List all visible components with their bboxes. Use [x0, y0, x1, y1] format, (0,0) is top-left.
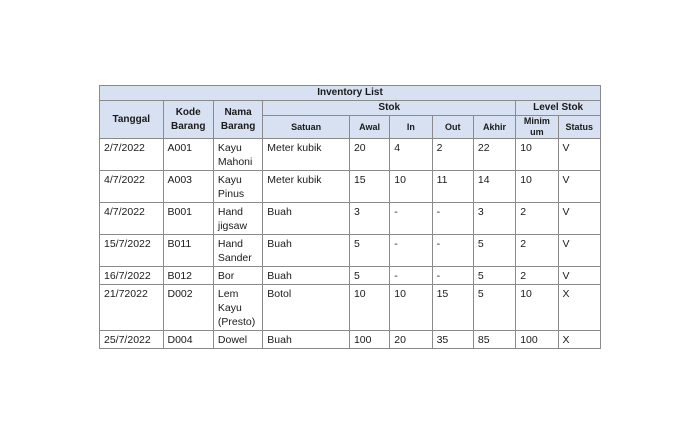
cell-tanggal: 21/72022 — [100, 285, 164, 331]
cell-out: - — [432, 235, 473, 267]
cell-akhir: 5 — [473, 267, 515, 285]
cell-kode: D002 — [163, 285, 213, 331]
cell-satuan: Botol — [263, 285, 350, 331]
table-row — [100, 267, 601, 285]
cell-nama: Lem Kayu (Presto) — [213, 285, 262, 331]
cell-akhir: 5 — [473, 235, 515, 267]
table-row — [100, 331, 601, 349]
cell-kode: A001 — [163, 139, 213, 171]
cell-tanggal: 16/7/2022 — [100, 267, 164, 285]
cell-minimum: 10 — [516, 285, 558, 331]
header-status: Status — [558, 116, 600, 139]
header-minimum: Minim um — [516, 116, 558, 139]
cell-nama: Dowel — [213, 331, 262, 349]
cell-awal: 10 — [349, 285, 389, 331]
cell-nama: Kayu Pinus — [213, 171, 262, 203]
cell-in: - — [390, 203, 432, 235]
cell-status: X — [558, 331, 600, 349]
cell-kode: B011 — [163, 235, 213, 267]
cell-awal: 20 — [349, 139, 389, 171]
cell-status: V — [558, 235, 600, 267]
cell-tanggal: 25/7/2022 — [100, 331, 164, 349]
cell-nama: Bor — [213, 267, 262, 285]
cell-minimum: 100 — [516, 331, 558, 349]
cell-kode: D004 — [163, 331, 213, 349]
header-in: In — [390, 116, 432, 139]
cell-status: V — [558, 171, 600, 203]
header-kode-barang: Kode Barang — [163, 101, 213, 139]
cell-out: 15 — [432, 285, 473, 331]
cell-tanggal: 4/7/2022 — [100, 171, 164, 203]
header-nama-barang: Nama Barang — [213, 101, 262, 139]
table-row — [100, 285, 601, 331]
cell-tanggal: 15/7/2022 — [100, 235, 164, 267]
cell-tanggal: 4/7/2022 — [100, 203, 164, 235]
cell-awal: 3 — [349, 203, 389, 235]
table-row — [100, 139, 601, 171]
cell-minimum: 10 — [516, 171, 558, 203]
cell-satuan: Buah — [263, 331, 350, 349]
cell-tanggal: 2/7/2022 — [100, 139, 164, 171]
cell-status: V — [558, 203, 600, 235]
cell-in: - — [390, 235, 432, 267]
cell-status: V — [558, 267, 600, 285]
table-row — [100, 171, 601, 203]
cell-out: - — [432, 203, 473, 235]
header-akhir: Akhir — [473, 116, 515, 139]
cell-nama: Kayu Mahoni — [213, 139, 262, 171]
cell-kode: B012 — [163, 267, 213, 285]
cell-minimum: 2 — [516, 203, 558, 235]
cell-minimum: 10 — [516, 139, 558, 171]
cell-minimum: 2 — [516, 267, 558, 285]
cell-awal: 5 — [349, 235, 389, 267]
header-awal: Awal — [349, 116, 389, 139]
cell-out: 2 — [432, 139, 473, 171]
table-title: Inventory List — [100, 86, 601, 101]
cell-akhir: 5 — [473, 285, 515, 331]
cell-kode: A003 — [163, 171, 213, 203]
cell-in: 4 — [390, 139, 432, 171]
cell-in: 20 — [390, 331, 432, 349]
cell-akhir: 22 — [473, 139, 515, 171]
header-group-level-stok: Level Stok — [516, 101, 601, 116]
cell-status: X — [558, 285, 600, 331]
table-row — [100, 235, 601, 267]
cell-in: 10 — [390, 171, 432, 203]
inventory-table — [99, 85, 601, 349]
table-row — [100, 203, 601, 235]
cell-out: 35 — [432, 331, 473, 349]
header-tanggal: Tanggal — [100, 101, 164, 139]
header-group-stok: Stok — [263, 101, 516, 116]
cell-minimum: 2 — [516, 235, 558, 267]
cell-satuan: Meter kubik — [263, 139, 350, 171]
cell-kode: B001 — [163, 203, 213, 235]
cell-in: 10 — [390, 285, 432, 331]
cell-satuan: Meter kubik — [263, 171, 350, 203]
cell-akhir: 3 — [473, 203, 515, 235]
cell-status: V — [558, 139, 600, 171]
cell-akhir: 85 — [473, 331, 515, 349]
cell-in: - — [390, 267, 432, 285]
cell-awal: 5 — [349, 267, 389, 285]
cell-satuan: Buah — [263, 267, 350, 285]
cell-awal: 15 — [349, 171, 389, 203]
header-out: Out — [432, 116, 473, 139]
cell-out: - — [432, 267, 473, 285]
cell-akhir: 14 — [473, 171, 515, 203]
cell-nama: Hand jigsaw — [213, 203, 262, 235]
cell-satuan: Buah — [263, 203, 350, 235]
header-satuan: Satuan — [263, 116, 350, 139]
cell-satuan: Buah — [263, 235, 350, 267]
cell-awal: 100 — [349, 331, 389, 349]
cell-out: 11 — [432, 171, 473, 203]
cell-nama: Hand Sander — [213, 235, 262, 267]
